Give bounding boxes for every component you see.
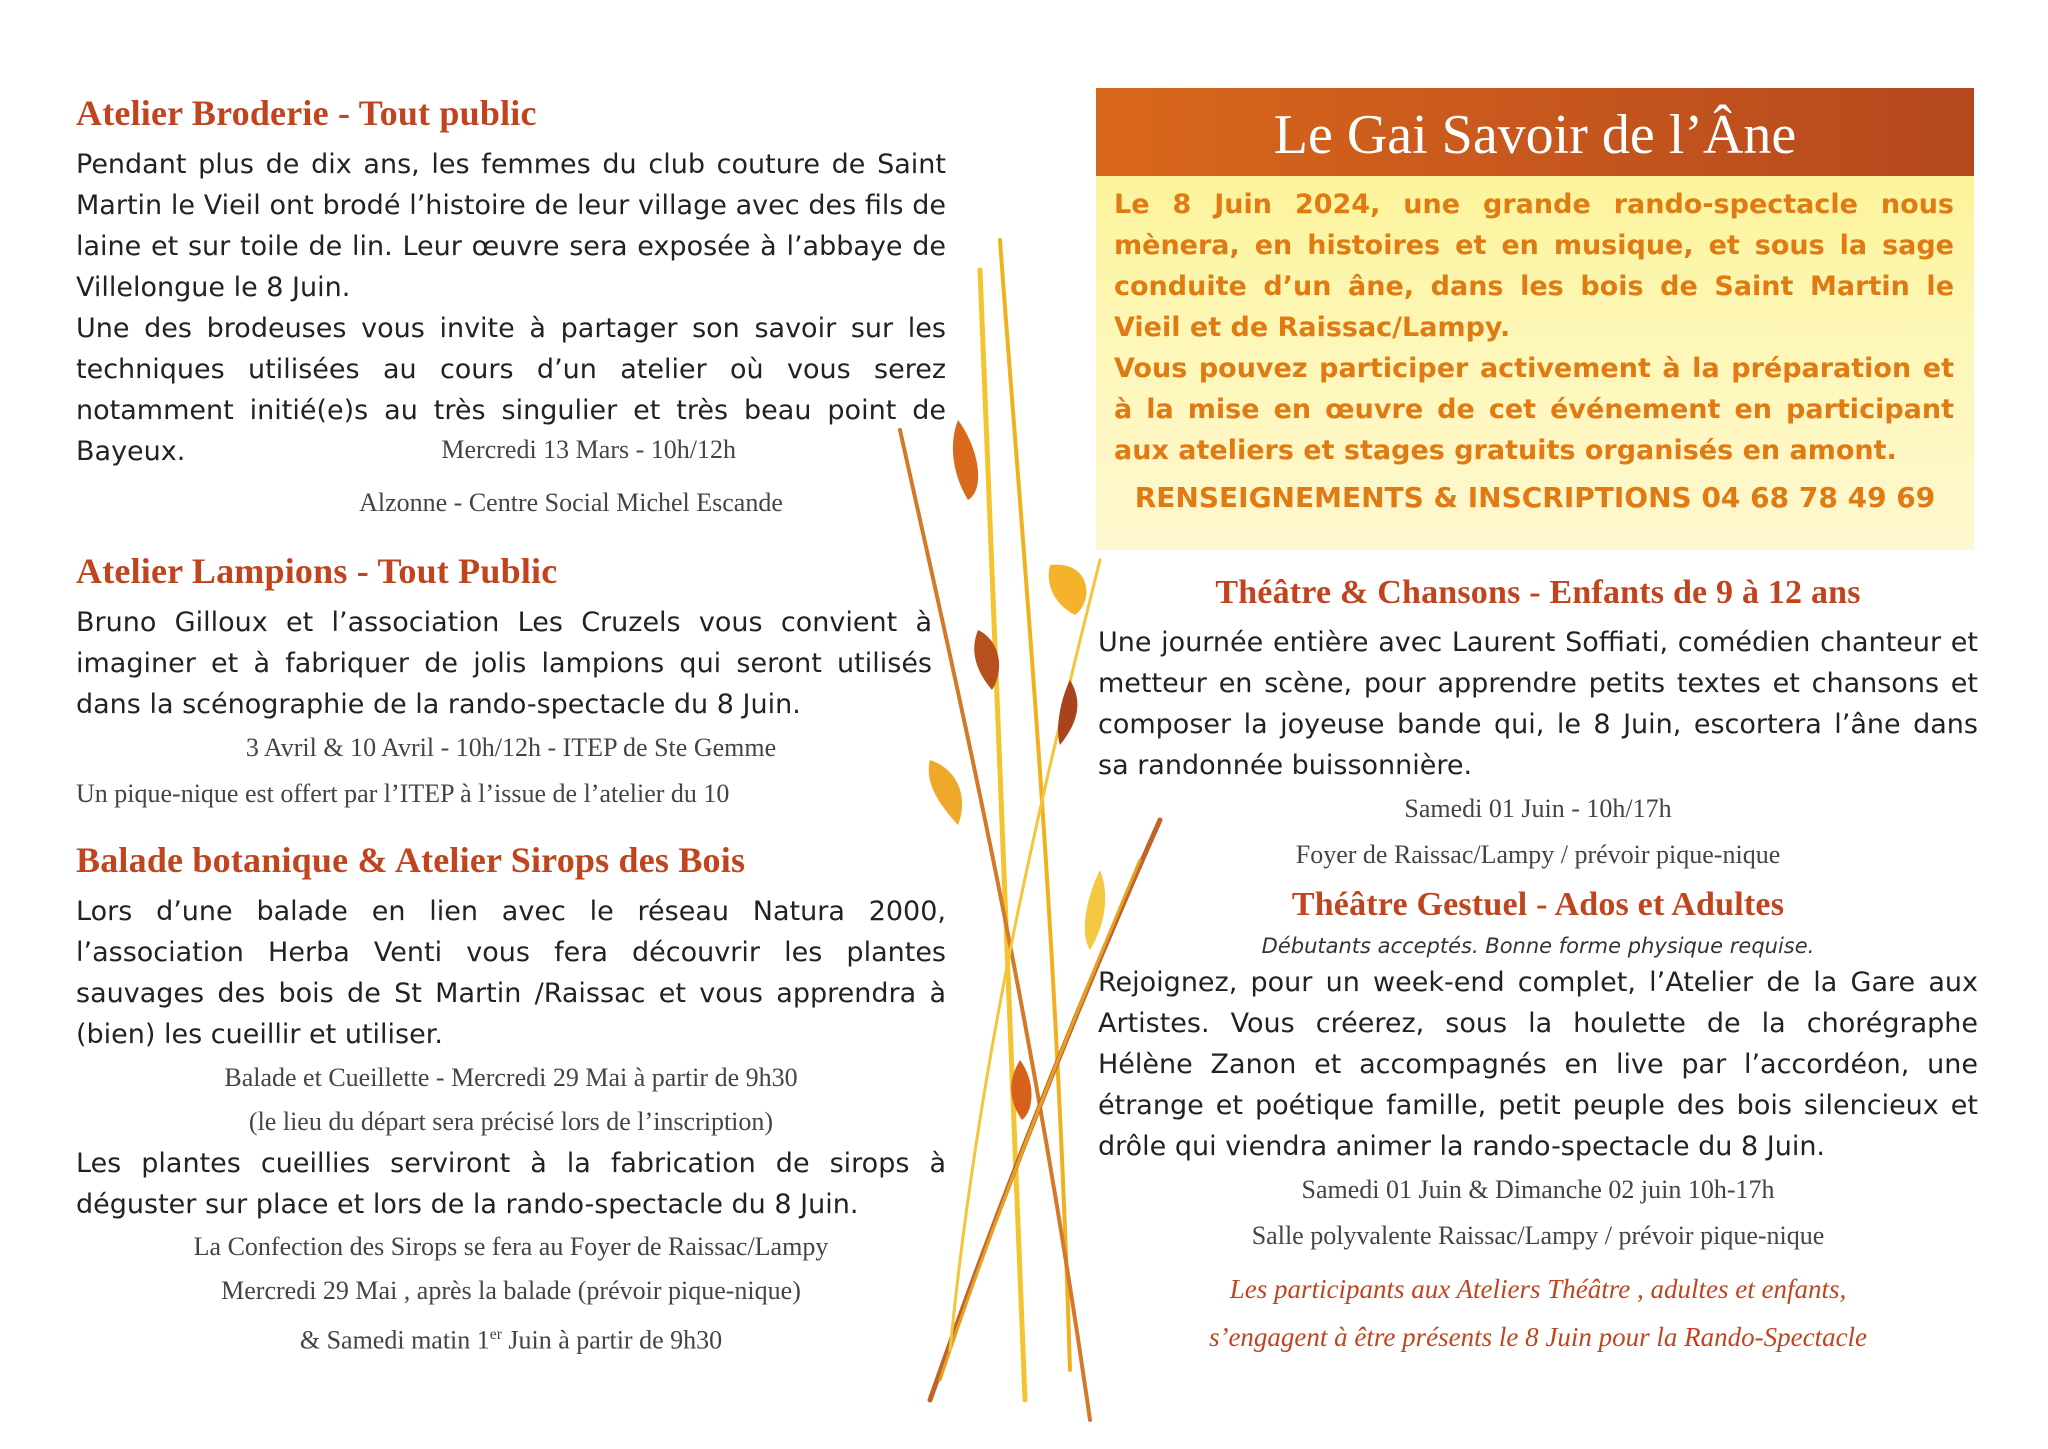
event-date: Mercredi 13 Mars - 10h/12h bbox=[441, 435, 736, 464]
section-text: Une journée entière avec Laurent Soffiati, comédien chanteur et metteur en scène, pour apprendre petits textes et chansons et composer la joyeuse bande qui, le 8 Juin, escortera l’âne dans sa randonnée buissonnière. bbox=[1098, 627, 1978, 781]
section-title: Atelier Broderie - Tout public bbox=[76, 93, 537, 133]
section-title: Balade botanique & Atelier Sirops des Bois bbox=[76, 840, 746, 880]
banner-title: Le Gai Savoir de l’Âne bbox=[1096, 88, 1974, 176]
event-date bbox=[76, 1313, 946, 1363]
event-place: Alzonne - Centre Social Michel Escande bbox=[359, 488, 783, 517]
banner-paragraph: Vous pouvez participer activement à la préparation et à la mise en œuvre de cet événement en participant aux ateliers et stages gratuits organisés en amont. bbox=[1114, 353, 1954, 466]
closing-line: s’engagent à être présents le 8 Juin pour la Rando-Spectacle bbox=[1208, 1322, 1868, 1352]
section-title: Théâtre Gestuel - Ados et Adultes bbox=[1291, 886, 1785, 923]
event-date: Mercredi 29 Mai , après la balade (prévoir pique-nique) bbox=[221, 1276, 801, 1305]
event-date: 3 Avril & 10 Avril - 10h/12h - ITEP de Ste Gemme bbox=[245, 733, 777, 762]
contact-line: RENSEIGNEMENTS & INSCRIPTIONS 04 68 78 49 69 bbox=[1134, 481, 1936, 514]
banner-paragraph: Le 8 Juin 2024, une grande rando-spectacle nous mènera, en histoires et en musique, et sous la sage conduite d’un âne, dans les bois de Saint Martin le Vieil et de Raissac/Lampy. bbox=[1114, 189, 1954, 343]
event-place: Salle polyvalente Raissac/Lampy / prévoir pique-nique bbox=[1251, 1221, 1825, 1250]
section-text: Lors d’une balade en lien avec le réseau Natura 2000, l’association Herba Venti vous fera découvrir les plantes sauvages des bois de St Martin /Raissac et vous apprendra à (bien) les cueillir et utiliser. bbox=[76, 896, 946, 1050]
event-note: Un pique-nique est offert par l’ITEP à l’issue de l’atelier du 10 bbox=[76, 779, 730, 808]
announcement-banner bbox=[1096, 88, 1974, 550]
left-column bbox=[76, 92, 946, 1363]
right-column bbox=[1098, 574, 1978, 1361]
requirement-note: Débutants acceptés. Bonne forme physique requise. bbox=[1261, 934, 1815, 958]
banner-body bbox=[1096, 176, 1974, 471]
section-theatre-chansons bbox=[1098, 574, 1978, 878]
event-date-text: & Samedi matin 1 bbox=[299, 1325, 490, 1355]
section-text: Rejoignez, pour un week-end complet, l’Atelier de la Gare aux Artistes. Vous créerez, sous la houlette de la chorégraphe Hélène Zanon et accompagnés en live par l’accordéon, une étrange et poétique famille, petit peuple des bois silencieux et drôle qui viendra animer la rando-spectacle du 8 Juin. bbox=[1098, 967, 1978, 1162]
superscript: er bbox=[489, 1326, 502, 1343]
section-balade bbox=[76, 839, 946, 1363]
event-date: Samedi 01 Juin & Dimanche 02 juin 10h-17h bbox=[1301, 1175, 1775, 1204]
section-broderie bbox=[76, 92, 946, 526]
event-note: (le lieu du départ sera précisé lors de l’inscription) bbox=[248, 1107, 774, 1136]
section-text: Une des brodeuses vous invite à partager son savoir sur les techniques utilisées au cours d’un atelier où vous serez notamment initié(e)s au très singulier et très beau point de Bayeux. bbox=[76, 313, 946, 467]
section-lampions bbox=[76, 550, 946, 817]
section-text: Les plantes cueillies serviront à la fabrication de sirops à déguster sur place et lors de la rando-spectacle du 8 Juin. bbox=[76, 1148, 946, 1220]
closing-line: Les participants aux Ateliers Théâtre , adultes et enfants, bbox=[1229, 1274, 1847, 1304]
section-title: Atelier Lampions - Tout Public bbox=[76, 551, 558, 591]
section-title: Théâtre & Chansons - Enfants de 9 à 12 ans bbox=[1215, 574, 1861, 611]
event-date: Balade et Cueillette - Mercredi 29 Mai à partir de 9h30 bbox=[224, 1063, 798, 1092]
event-place: Foyer de Raissac/Lampy / prévoir pique-nique bbox=[1295, 840, 1781, 869]
section-text: Pendant plus de dix ans, les femmes du club couture de Saint Martin le Vieil ont brodé l’histoire de leur village avec des fils de laine et sur toile de lin. Leur œuvre sera exposée à l’abbaye de Villelongue le 8 Juin. bbox=[76, 149, 946, 303]
section-text: Bruno Gilloux et l’association Les Cruzels vous convient à imaginer et à fabriquer de jolis lampions qui seront utilisés dans la scénographie de la rando-spectacle du 8 Juin. bbox=[76, 607, 932, 720]
event-place: La Confection des Sirops se fera au Foyer de Raissac/Lampy bbox=[193, 1232, 829, 1261]
event-date-text: Juin à partir de 9h30 bbox=[501, 1325, 723, 1355]
section-theatre-gestuel bbox=[1098, 886, 1978, 1361]
closing-note bbox=[1098, 1265, 1978, 1361]
event-date: Samedi 01 Juin - 10h/17h bbox=[1404, 794, 1672, 823]
